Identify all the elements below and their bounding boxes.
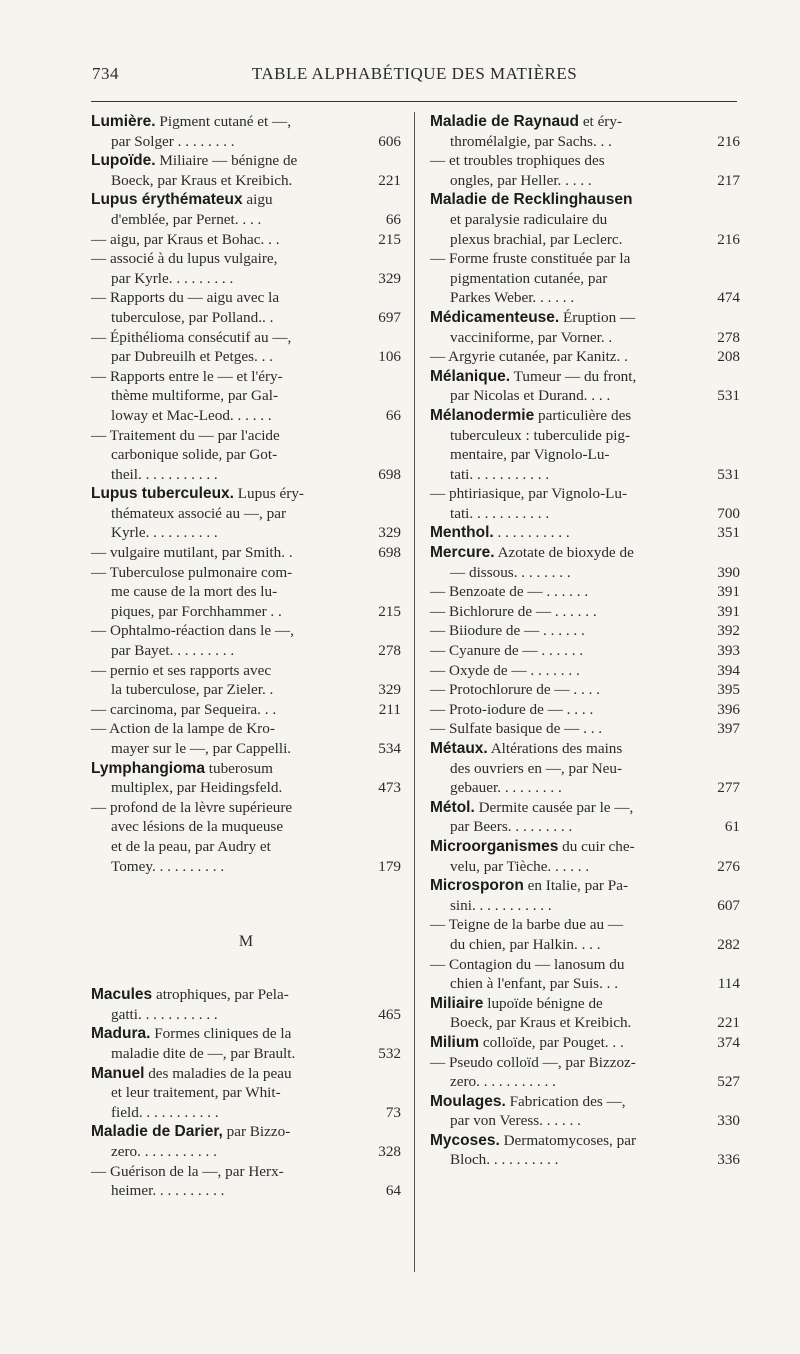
- entry-text: aigu: [246, 191, 273, 209]
- entry-text: par Beers. . . . . . . . .: [450, 818, 573, 836]
- entry-page-number: 391: [717, 583, 740, 601]
- right-entries: [430, 112, 740, 1170]
- entry-page-number: 282: [717, 935, 740, 953]
- entry-page-number: 278: [378, 642, 401, 660]
- entry-page-number: 531: [717, 465, 740, 483]
- entry-page-number: 211: [378, 700, 401, 718]
- entry-text: — phtiriasique, par Vignolo-Lu-: [430, 485, 628, 503]
- entry-text: — Traitement du — par l'acide: [91, 426, 280, 444]
- entry-headword: Madura.: [91, 1025, 151, 1043]
- index-entry: [430, 602, 740, 622]
- entry-text: Bloch. . . . . . . . . .: [450, 1151, 559, 1169]
- entry-page-number: 277: [717, 779, 740, 797]
- entry-text: et de la peau, par Audry et: [111, 837, 271, 855]
- entry-text: Boeck, par Kraus et Kreibich.: [111, 171, 293, 189]
- entry-text: — Ophtalmo-réaction dans le —,: [91, 622, 294, 640]
- entry-text: — Teigne de la barbe due au —: [430, 916, 624, 934]
- entry-text: thromélalgie, par Sachs. . .: [450, 132, 612, 150]
- index-entry: [91, 985, 401, 1024]
- entry-text: Azotate de bioxyde de: [497, 544, 634, 562]
- entry-text: par Bizzo-: [226, 1123, 291, 1141]
- entry-headword: Mélanodermie: [430, 406, 535, 424]
- entry-text: du cuir che-: [562, 837, 635, 855]
- entry-text: — Action de la lampe de Kro-: [91, 720, 275, 738]
- index-entry: [430, 955, 740, 994]
- entry-page-number: 216: [717, 230, 740, 248]
- entry-page-number: 73: [385, 1103, 401, 1121]
- entry-page-number: 215: [378, 230, 401, 248]
- entry-text: et paralysie radiculaire du: [450, 210, 608, 228]
- entry-text: tuberculeux : tuberculide pig-: [450, 426, 631, 444]
- entry-text: me cause de la mort des lu-: [111, 583, 278, 601]
- entry-text: velu, par Tièche. . . . . .: [450, 857, 590, 875]
- index-entry: [430, 798, 740, 837]
- index-entry: [430, 1033, 740, 1053]
- entry-text: thémateux associé au —, par: [111, 504, 287, 522]
- entry-text: multiplex, par Heidingsfeld.: [111, 779, 283, 797]
- entry-text: ongles, par Heller. . . . .: [450, 171, 592, 189]
- index-entry: [91, 230, 401, 250]
- index-entry: [91, 1122, 401, 1161]
- entry-text: mayer sur le —, par Cappelli.: [111, 740, 292, 757]
- index-entry: [91, 1024, 401, 1063]
- entry-page-number: 208: [717, 348, 740, 366]
- entry-page-number: 395: [717, 681, 740, 699]
- entry-text: — Pseudo colloïd —, par Bizzoz-: [430, 1053, 636, 1071]
- index-entry: [91, 543, 401, 563]
- entry-headword: Menthol.: [430, 524, 494, 542]
- entry-text: — Argyrie cutanée, par Kanitz. .: [430, 348, 628, 366]
- entry-text: mentaire, par Vignolo-Lu-: [450, 446, 610, 464]
- entry-text: tuberosum: [208, 759, 273, 777]
- index-entry: [430, 523, 740, 543]
- entry-text: par Kyrle. . . . . . . . .: [111, 269, 234, 287]
- entry-page-number: 531: [717, 387, 740, 405]
- entry-text: Altérations des mains: [490, 740, 623, 757]
- index-entry: [430, 700, 740, 720]
- entry-text: thème multiforme, par Gal-: [111, 387, 279, 405]
- index-entry: [430, 915, 740, 954]
- entry-page-number: 330: [717, 1112, 740, 1130]
- entry-page-number: 215: [378, 602, 401, 620]
- entry-text: plexus brachial, par Leclerc.: [450, 230, 623, 248]
- entry-page-number: 532: [378, 1044, 401, 1062]
- entry-text: Tomey. . . . . . . . . .: [111, 857, 225, 875]
- entry-headword: Microorganismes: [430, 837, 559, 855]
- entry-text: par Dubreuilh et Petges. . .: [111, 348, 273, 366]
- entry-text: maladie dite de —, par Brault.: [111, 1044, 296, 1062]
- entry-text: — aigu, par Kraus et Bohac. . .: [91, 230, 280, 248]
- index-entry: [430, 621, 740, 641]
- entry-text: — Contagion du — lanosum du: [430, 955, 625, 973]
- index-entry: [91, 1064, 401, 1123]
- index-entry: [430, 190, 740, 249]
- index-entry: [430, 661, 740, 681]
- entry-text: piques, par Forchhammer . .: [111, 602, 282, 620]
- entry-text: — Protochlorure de — . . . .: [430, 681, 600, 699]
- entry-text: pigmentation cutanée, par: [450, 269, 608, 287]
- entry-text: — dissous. . . . . . . .: [450, 563, 571, 581]
- left-column: [91, 112, 401, 1201]
- entry-headword: Microsporon: [430, 877, 524, 895]
- header-rule: [91, 101, 737, 102]
- entry-page-number: 527: [717, 1073, 740, 1091]
- index-entry: [91, 249, 401, 288]
- index-entry: [430, 739, 740, 798]
- entry-headword: Lupus érythémateux: [91, 191, 243, 209]
- index-entry: [430, 249, 740, 308]
- index-entry: [91, 328, 401, 367]
- entry-text: vacciniforme, par Vorner. .: [450, 328, 613, 346]
- index-entry: [430, 837, 740, 876]
- header-title: TABLE ALPHABÉTIQUE DES MATIÈRES: [251, 64, 578, 83]
- entry-text: — et troubles trophiques des: [430, 152, 605, 170]
- entry-text: par Nicolas et Durand. . . .: [450, 387, 611, 405]
- index-entry: [91, 367, 401, 426]
- entry-text: Tumeur — du front,: [513, 367, 637, 385]
- entry-text: — Proto-iodure de — . . . .: [430, 700, 594, 718]
- entry-text: . . . . . . . . . .: [497, 524, 570, 542]
- page-number: 734: [92, 64, 119, 83]
- index-entry: [430, 719, 740, 739]
- entry-headword: Mélanique.: [430, 367, 511, 385]
- entry-page-number: 179: [378, 857, 401, 875]
- index-entry: [430, 680, 740, 700]
- entry-page-number: 106: [378, 348, 401, 366]
- index-entry: [430, 876, 740, 915]
- entry-text: tati. . . . . . . . . . .: [450, 465, 550, 483]
- entry-text: Pigment cutané et —,: [159, 113, 291, 130]
- entry-page-number: 534: [378, 740, 401, 757]
- entry-text: du chien, par Halkin. . . .: [450, 935, 601, 953]
- entry-text: Parkes Weber. . . . . .: [450, 289, 575, 307]
- entry-page-number: 66: [385, 406, 401, 424]
- entry-page-number: 221: [717, 1014, 740, 1032]
- index-entry: [430, 367, 740, 406]
- entry-page-number: 394: [717, 661, 740, 679]
- index-entry: [91, 621, 401, 660]
- entry-text: — Tuberculose pulmonaire com-: [91, 563, 293, 581]
- entry-text: — Cyanure de — . . . . . .: [430, 642, 584, 660]
- entry-headword: Lupus tuberculeux.: [91, 485, 234, 503]
- entry-page-number: 217: [717, 171, 740, 189]
- entry-text: Miliaire — bénigne de: [159, 152, 298, 170]
- entry-text: Dermatomycoses, par: [503, 1131, 637, 1149]
- entry-text: par Bayet. . . . . . . . .: [111, 642, 235, 660]
- index-entry: [430, 582, 740, 602]
- entry-text: — Bichlorure de — . . . . . .: [430, 602, 597, 620]
- entry-page-number: 329: [378, 681, 401, 699]
- index-entry: [91, 112, 401, 151]
- entry-text: gatti. . . . . . . . . . .: [111, 1005, 218, 1023]
- entry-page-number: 473: [378, 779, 401, 797]
- entry-text: Dermite causée par le —,: [478, 798, 634, 816]
- entry-page-number: 700: [717, 504, 740, 522]
- entry-headword: Lymphangioma: [91, 759, 205, 777]
- entry-text: des maladies de la peau: [148, 1064, 292, 1082]
- entry-headword: Milium: [430, 1033, 480, 1051]
- entry-headword: Maladie de Darier,: [91, 1123, 223, 1141]
- entry-page-number: 114: [717, 975, 740, 993]
- entry-page-number: 607: [717, 896, 740, 914]
- entry-headword: Mercure.: [430, 544, 495, 562]
- index-entry: [91, 484, 401, 543]
- entry-text: zero. . . . . . . . . . .: [111, 1142, 217, 1160]
- entry-text: particulière des: [538, 406, 632, 424]
- entry-text: lupoïde bénigne de: [487, 994, 603, 1012]
- entry-text: — associé à du lupus vulgaire,: [91, 250, 278, 268]
- entry-page-number: 391: [717, 602, 740, 620]
- column-divider: [414, 112, 415, 1272]
- entry-text: Lupus éry-: [237, 485, 304, 503]
- index-entry: [91, 798, 401, 876]
- entry-text: chien à l'enfant, par Suis. . .: [450, 975, 619, 993]
- entry-text: la tuberculose, par Zieler. .: [111, 681, 274, 699]
- entry-text: loway et Mac-Leod. . . . . .: [111, 406, 272, 424]
- entry-headword: Médicamenteuse.: [430, 308, 560, 326]
- index-entry: [91, 700, 401, 720]
- index-entry: [91, 759, 401, 798]
- entry-page-number: 336: [717, 1151, 740, 1169]
- entry-text: avec lésions de la muqueuse: [111, 818, 284, 836]
- entry-text: — carcinoma, par Sequeira. . .: [91, 700, 277, 718]
- entry-text: — Biiodure de — . . . . . .: [430, 622, 585, 640]
- index-entry: [430, 1131, 740, 1170]
- entry-text: — profond de la lèvre supérieure: [91, 798, 293, 816]
- entry-page-number: 390: [717, 563, 740, 581]
- entry-text: — Épithélioma consécutif au —,: [91, 328, 292, 346]
- index-entry: [91, 661, 401, 700]
- index-entry: [430, 308, 740, 347]
- entry-text: — Rapports du — aigu avec la: [91, 289, 280, 307]
- entry-text: — vulgaire mutilant, par Smith. .: [91, 544, 293, 562]
- section-letter: M: [238, 933, 254, 951]
- entry-text: Fabrication des —,: [509, 1092, 626, 1110]
- entry-page-number: 328: [378, 1142, 401, 1160]
- entry-text: atrophiques, par Pela-: [155, 986, 289, 1004]
- entry-text: heimer. . . . . . . . . .: [111, 1182, 225, 1200]
- index-entry: [430, 347, 740, 367]
- entry-text: — Sulfate basique de — . . .: [430, 720, 603, 738]
- entry-page-number: 329: [378, 269, 401, 287]
- entry-page-number: 698: [378, 465, 401, 483]
- index-entry: [430, 406, 740, 484]
- index-entry: [91, 563, 401, 622]
- index-entry: [430, 543, 740, 582]
- entry-text: Éruption —: [563, 308, 636, 326]
- entry-text: — Rapports entre le — et l'éry-: [91, 367, 283, 385]
- entry-page-number: 221: [378, 171, 401, 189]
- entry-text: carbonique solide, par Got-: [111, 446, 278, 464]
- index-entry: [430, 484, 740, 523]
- entry-text: en Italie, par Pa-: [527, 877, 629, 895]
- index-entry: [430, 151, 740, 190]
- entry-page-number: 465: [378, 1005, 401, 1023]
- entry-text: field. . . . . . . . . . .: [111, 1103, 219, 1121]
- entry-headword: Manuel: [91, 1064, 145, 1082]
- entry-headword: Lupoïde.: [91, 152, 156, 170]
- entry-text: par von Veress. . . . . .: [450, 1112, 581, 1130]
- entry-page-number: 351: [717, 524, 740, 542]
- entry-page-number: 61: [724, 818, 740, 836]
- entry-text: — Forme fruste constituée par la: [430, 250, 631, 268]
- entry-page-number: 216: [717, 132, 740, 150]
- left-entries-m: [91, 985, 401, 1201]
- entry-headword: Macules: [91, 986, 153, 1004]
- entry-text: par Solger . . . . . . . .: [111, 132, 235, 150]
- index-entry: [91, 719, 401, 758]
- entry-text: et leur traitement, par Whit-: [111, 1084, 281, 1102]
- entry-page-number: 698: [378, 544, 401, 562]
- entry-text: Formes cliniques de la: [154, 1025, 292, 1043]
- entry-page-number: 474: [717, 289, 740, 307]
- running-head: [92, 64, 737, 88]
- entry-text: des ouvriers en —, par Neu-: [450, 759, 623, 777]
- entry-text: d'emblée, par Pernet. . . .: [111, 210, 262, 228]
- left-entries: [91, 112, 401, 876]
- index-entry: [91, 426, 401, 485]
- entry-headword: Métol.: [430, 798, 475, 816]
- index-entry: [91, 190, 401, 229]
- entry-page-number: 374: [717, 1033, 740, 1051]
- entry-headword: Miliaire: [430, 994, 484, 1012]
- entry-page-number: 396: [717, 700, 740, 718]
- entry-page-number: 397: [717, 720, 740, 738]
- entry-headword: Maladie de Recklinghausen: [430, 191, 633, 209]
- entry-headword: Lumière.: [91, 113, 156, 130]
- entry-text: tati. . . . . . . . . . .: [450, 504, 550, 522]
- entry-text: sini. . . . . . . . . . .: [450, 896, 552, 914]
- entry-page-number: 392: [717, 622, 740, 640]
- entry-headword: Moulages.: [430, 1092, 506, 1110]
- index-entry: [91, 151, 401, 190]
- entry-text: — Oxyde de — . . . . . . .: [430, 661, 580, 679]
- index-entry: [430, 1053, 740, 1092]
- entry-headword: Mycoses.: [430, 1131, 500, 1149]
- index-entry: [430, 641, 740, 661]
- entry-page-number: 329: [378, 524, 401, 542]
- index-entry: [430, 112, 740, 151]
- entry-text: Boeck, par Kraus et Kreibich.: [450, 1014, 632, 1032]
- entry-text: — Guérison de la —, par Herx-: [91, 1162, 284, 1180]
- entry-page-number: 276: [717, 857, 740, 875]
- entry-page-number: 697: [378, 308, 401, 326]
- entry-text: gebauer. . . . . . . . .: [450, 779, 562, 797]
- index-entry: [91, 1162, 401, 1201]
- index-entry: [430, 994, 740, 1033]
- entry-text: — pernio et ses rapports avec: [91, 661, 272, 679]
- entry-headword: Maladie de Raynaud: [430, 113, 580, 130]
- entry-text: — Benzoate de — . . . . . .: [430, 583, 589, 601]
- entry-text: tuberculose, par Polland.. .: [111, 308, 274, 326]
- entry-page-number: 64: [385, 1182, 401, 1200]
- right-column: [430, 112, 740, 1170]
- entry-headword: Métaux.: [430, 740, 488, 757]
- index-entry: [91, 288, 401, 327]
- entry-text: zero. . . . . . . . . . .: [450, 1073, 556, 1091]
- entry-text: et éry-: [582, 113, 623, 130]
- entry-page-number: 278: [717, 328, 740, 346]
- index-entry: [430, 1092, 740, 1131]
- entry-page-number: 66: [385, 210, 401, 228]
- entry-text: Kyrle. . . . . . . . . .: [111, 524, 218, 542]
- entry-text: colloïde, par Pouget. . .: [482, 1033, 624, 1051]
- entry-page-number: 606: [378, 132, 401, 150]
- entry-text: theil. . . . . . . . . . .: [111, 465, 218, 483]
- entry-page-number: 393: [717, 642, 740, 660]
